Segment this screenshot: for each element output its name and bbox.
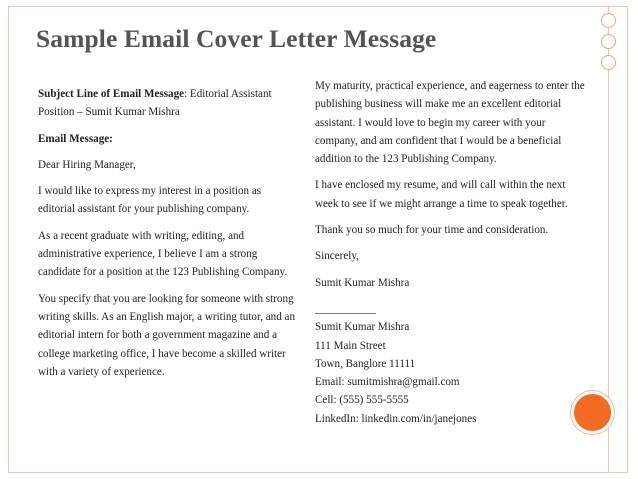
right-paragraph-1: My maturity, practical experience, and eagerness to enter the publishing business will make me an excellent editorial assistant. I would love to begin my career with your company, and am confident that I would be a beneficial addition to the 123 Publishing Company.: [315, 80, 585, 166]
decorative-circle-middle: [601, 55, 616, 70]
email-message-label: Email Message:: [38, 132, 113, 145]
left-paragraph-1: I would like to express my interest in a position as editorial assistant for your publishing company.: [38, 185, 262, 216]
left-paragraph-3: You specify that you are looking for someone with strong writing skills. As an English major, a writing tutor, and an editorial intern for both a government magazine and a college marketing office, I have become a skilled writer with a variety of experience.: [38, 292, 296, 378]
subject-value: : Editorial Assistant Position – Sumit Kumar Mishra: [38, 88, 272, 119]
right-paragraph-3: Thank you so much for your time and consideration.: [315, 224, 549, 237]
contact-name: Sumit Kumar Mishra: [315, 321, 410, 334]
left-column: [38, 85, 300, 389]
contact-linkedin: LinkedIn: linkedin.com/in/janejones: [315, 412, 477, 425]
decorative-circle-upper: [601, 34, 616, 49]
contact-cell: Cell: (555) 555-5555: [315, 394, 409, 407]
slide-title: Sample Email Cover Letter Message: [36, 24, 437, 53]
left-paragraph-2: As a recent graduate with writing, editing, and administrative experience, I believe I am a strong candidate for a position at the 123 Publishing Company.: [38, 229, 288, 279]
subject-line: [38, 85, 300, 122]
closing: Sincerely,: [315, 250, 359, 263]
contact-street: 111 Main Street: [315, 339, 386, 352]
right-paragraph-2: I have enclosed my resume, and will call within the next week to see if we might arrange a time to speak together.: [315, 179, 568, 210]
subject-label: Subject Line of Email Message: [38, 88, 185, 100]
decorative-circle-top: [601, 13, 616, 28]
right-column: [315, 77, 590, 428]
signature-name: Sumit Kumar Mishra: [315, 276, 410, 289]
contact-city: Town, Banglore 11111: [315, 357, 416, 370]
contact-email: Email: sumitmishra@gmail.com: [315, 376, 460, 389]
salutation: Dear Hiring Manager,: [38, 158, 136, 171]
signature-divider: ___________: [315, 302, 377, 315]
